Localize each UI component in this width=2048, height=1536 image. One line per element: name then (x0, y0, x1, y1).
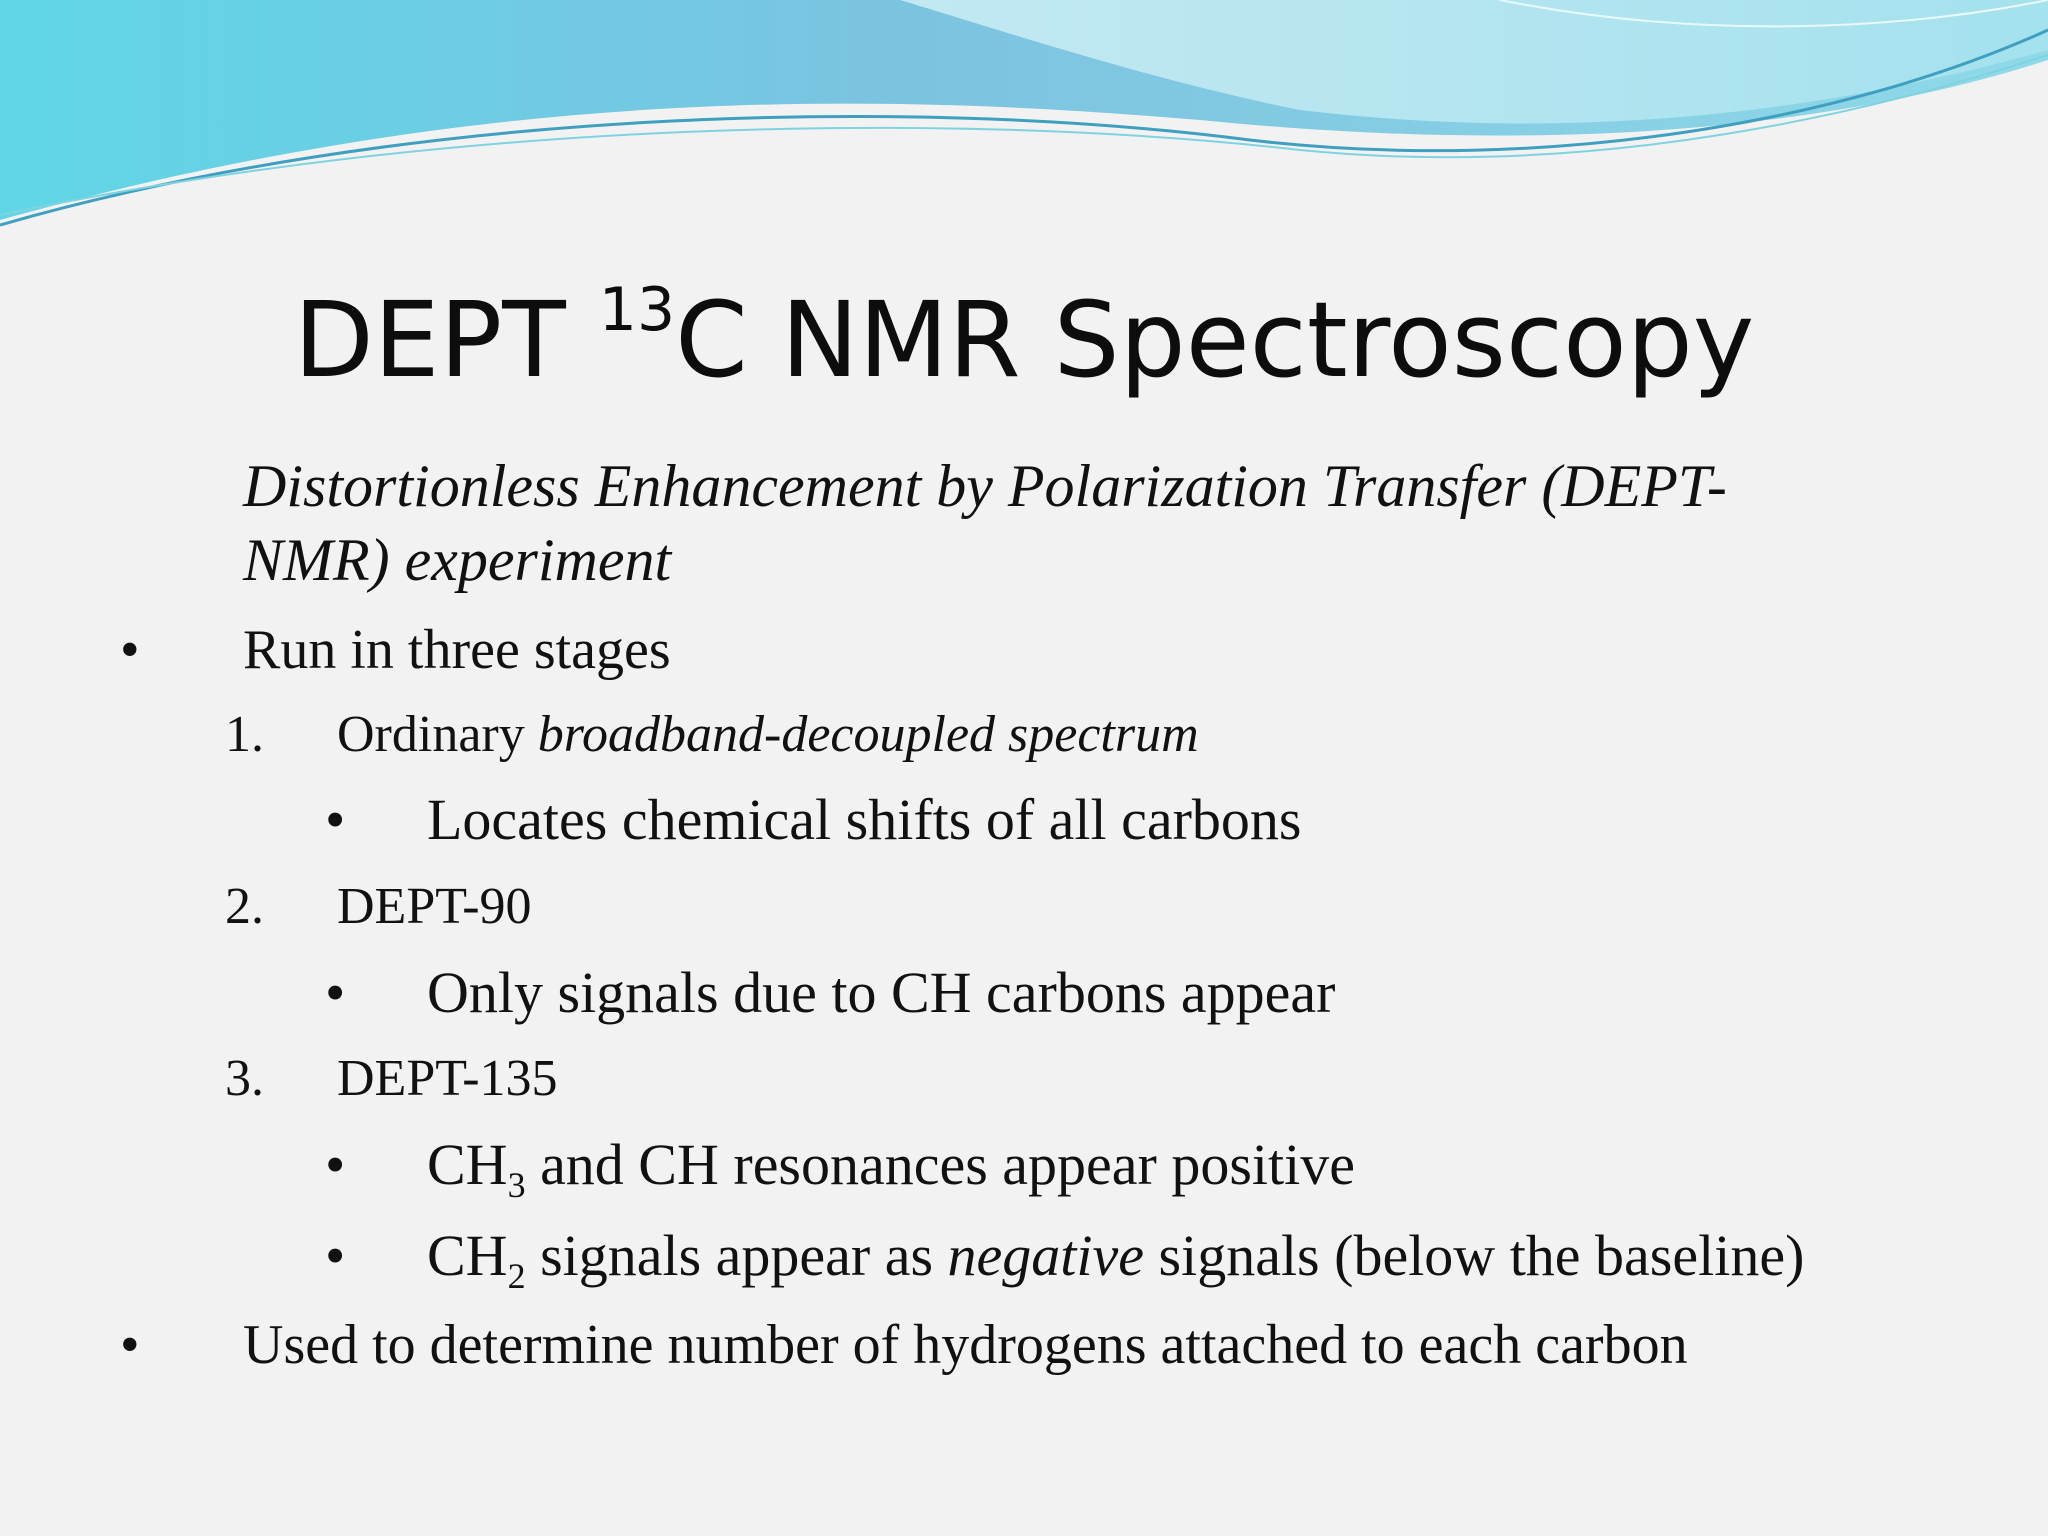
list-item-only-ch: Only signals due to CH carbons appear (427, 960, 1336, 1025)
list-number: 1. (225, 706, 264, 763)
bullet: • (120, 619, 140, 681)
list-item-dept-90: DEPT-90 (337, 878, 532, 935)
list-item-locates-shifts: Locates chemical shifts of all carbons (427, 787, 1302, 852)
list-item-dept-135: DEPT-135 (337, 1050, 558, 1107)
bullet: • (325, 1132, 346, 1197)
header-wave-decoration (0, 0, 2048, 240)
bullet: • (325, 1223, 346, 1288)
list-item-used-to-determine: Used to determine number of hydrogens attached to each carbon (243, 1314, 1688, 1376)
list-number: 3. (225, 1050, 264, 1107)
list-item-ch3-positive: $CH_3$ and CH resonances appear positive (427, 1132, 1356, 1205)
list-item-ch2-negative: $CH_2$ signals appear as negative signals (below the baseline) (427, 1223, 1805, 1296)
bullet: • (325, 787, 346, 852)
bullet: • (120, 1314, 140, 1376)
bullet: • (325, 960, 346, 1025)
list-item-run-in-three-stages: Run in three stages (243, 619, 671, 681)
list-number: 2. (225, 878, 264, 935)
subtitle-line-2: NMR) experiment (243, 527, 672, 593)
title-superscript: 13 (598, 275, 676, 345)
subtitle-line-1: Distortionless Enhancement by Polarization Transfer (DEPT- (243, 453, 1727, 519)
slide-title: DEPT $^{13}$C NMR Spectroscopy (293, 275, 1755, 401)
list-item-ordinary: Ordinary broadband-decoupled spectrum (337, 706, 1199, 763)
